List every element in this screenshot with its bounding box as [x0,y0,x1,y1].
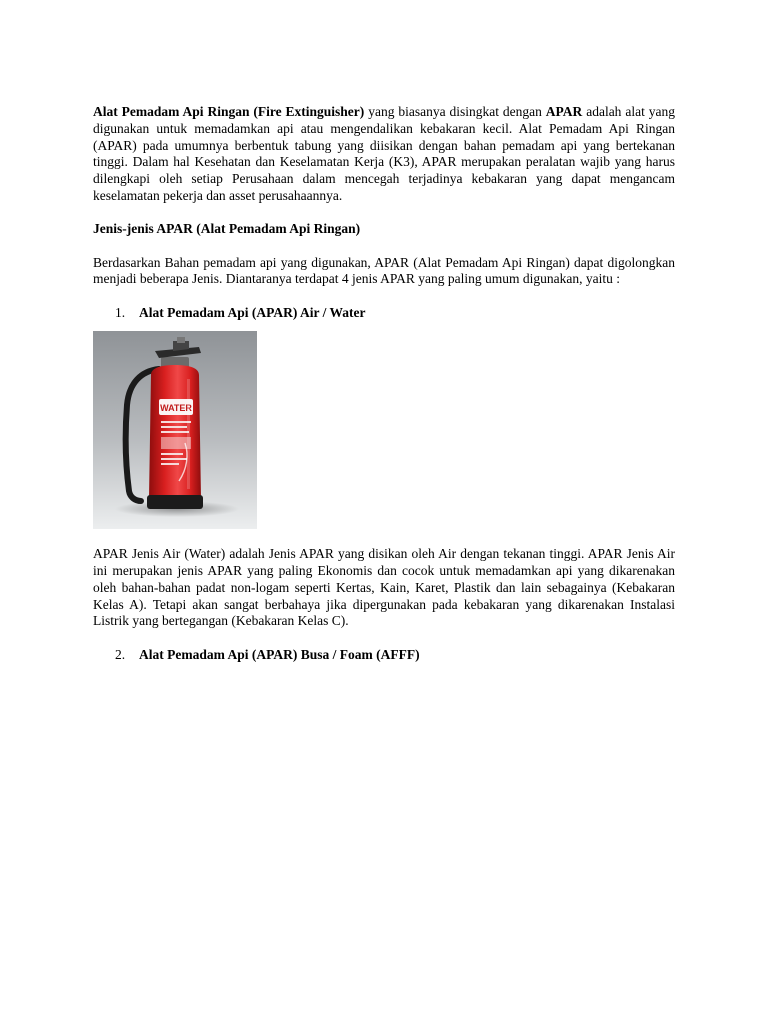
water-extinguisher-image [93,331,257,529]
document-body [93,104,675,664]
extinguisher-label: WATER [160,403,192,414]
intro-paragraph [93,104,675,205]
intro-text-1: yang biasanya disingkat dengan [364,104,546,119]
intro-term-extinguisher: Alat Pemadam Api Ringan (Fire Extinguisher) [93,104,365,119]
list-number: 2. [115,647,126,663]
section-heading: Jenis-jenis APAR (Alat Pemadam Api Ringan) [93,220,361,236]
water-description-paragraph: APAR Jenis Air (Water) adalah Jenis APAR yang disikan oleh Air dengan tekanan tinggi. APAR Jenis Air ini merupakan jenis APAR yang paling Ekonomis dan cocok untuk memadamkan api yang dikarenakan oleh bahan-bahan padat non-logam seperti Kertas, Kain, Karet, Plastik dan lain sebagainya (Kebakaran Kelas A). Tetapi akan sangat berbahaya jika dipergunakan pada kebakaran yang dikarenakan Instalasi Listrik yang bertegangan (Kebakaran Kelas C). [93,546,675,629]
list-title: Alat Pemadam Api (APAR) Air / Water [139,305,366,321]
list-item-foam [93,647,675,664]
list-title: Alat Pemadam Api (APAR) Busa / Foam (AFFF) [139,647,420,663]
intro-text-2: adalah alat yang digunakan untuk memadamkan api atau mengendalikan kebakaran kecil. Alat Pemadam Api Ringan (APAR) pada umumnya berbentuk tabung yang diisikan dengan bahan pemadam api yang bertekanan tinggi. Dalam hal Kesehatan dan Keselamatan Kerja (K3), APAR merupakan peralatan wajib yang harus dilengkapi oleh setiap Perusahaan dalam mencegah terjadinya kebakaran yang dapat mengancam keselamatan pekerja dan asset perusahaannya. [93,104,675,203]
list-number: 1. [115,305,126,321]
intro-term-apar: APAR [545,104,583,119]
types-paragraph: Berdasarkan Bahan pemadam api yang digunakan, APAR (Alat Pemadam Api Ringan) dapat digolongkan menjadi beberapa Jenis. Diantaranya terdapat 4 jenis APAR yang paling umum digunakan, yaitu : [93,254,675,287]
extinguisher-cylinder [149,365,201,507]
fire-extinguisher-illustration [93,331,257,529]
list-item-water [93,305,675,322]
